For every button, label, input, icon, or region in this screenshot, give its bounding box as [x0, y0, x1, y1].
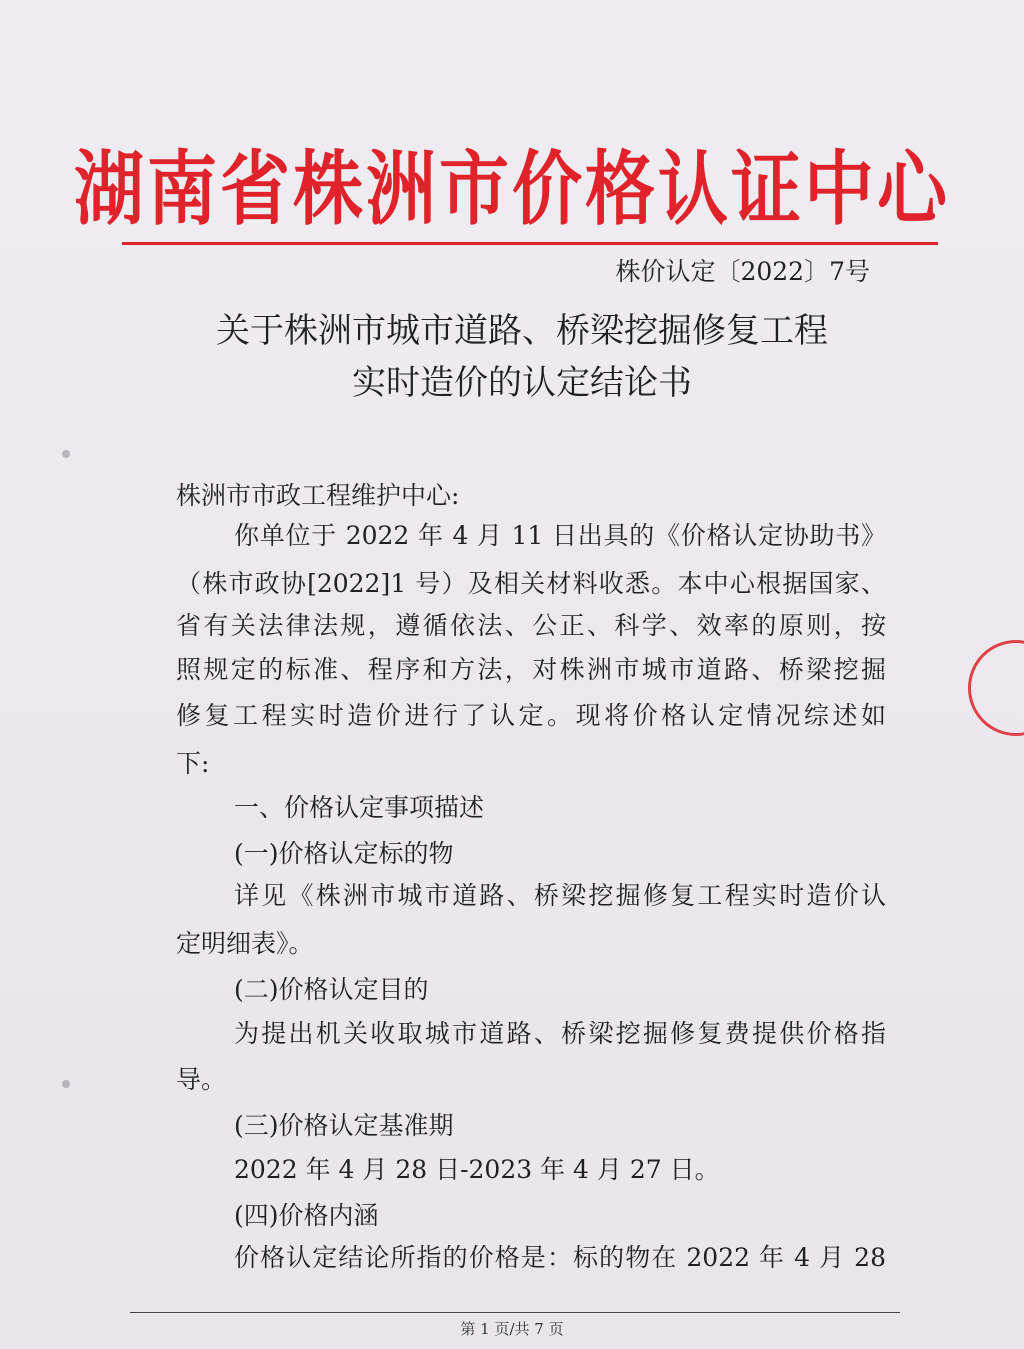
binding-hole-mark	[62, 450, 70, 458]
paragraph-line: 为提出机关收取城市道路、桥梁挖掘修复费提供价格指	[234, 1019, 886, 1048]
paragraph-line: 详见《株洲市城市道路、桥梁挖掘修复工程实时造价认	[234, 881, 886, 910]
intro-line: 下:	[176, 749, 210, 778]
page-number: 第 1 页/共 7 页	[460, 1320, 564, 1338]
paragraph-line: 价格认定结论所指的价格是：标的物在 2022 年 4 月 28	[234, 1243, 886, 1272]
intro-line: 省有关法律法规，遵循依法、公正、科学、效率的原则，按	[176, 611, 886, 640]
subsection-heading: (一)价格认定标的物	[234, 839, 454, 868]
paragraph-line: 2022 年 4 月 28 日-2023 年 4 月 27 日。	[234, 1155, 720, 1184]
document-title-line-1: 关于株洲市城市道路、桥梁挖掘修复工程	[216, 311, 828, 351]
intro-line: 修复工程实时造价进行了认定。现将价格认定情况综述如	[176, 701, 886, 730]
binding-hole-mark	[62, 1080, 70, 1088]
footer-rule	[130, 1312, 900, 1313]
intro-line: （株市政协[2022]1 号）及相关材料收悉。本中心根据国家、	[176, 569, 886, 598]
paragraph-line: 导。	[176, 1065, 227, 1094]
subsection-heading: (二)价格认定目的	[234, 975, 429, 1004]
seal-stamp-edge	[968, 640, 1024, 736]
paragraph-line: 定明细表》。	[176, 929, 314, 958]
document-number: 株价认定〔2022〕7号	[615, 257, 870, 286]
intro-line: 你单位于 2022 年 4 月 11 日出具的《价格认定协助书》	[234, 521, 886, 550]
subsection-heading: (三)价格认定基准期	[234, 1111, 454, 1140]
header-red-rule	[122, 242, 938, 245]
subsection-heading: (四)价格内涵	[234, 1201, 379, 1230]
intro-line: 照规定的标准、程序和方法，对株洲市城市道路、桥梁挖掘	[176, 655, 886, 684]
organization-header: 湖南省株洲市价格认证中心	[74, 141, 950, 237]
document-title-line-2: 实时造价的认定结论书	[352, 363, 692, 403]
addressee: 株洲市市政工程维护中心:	[176, 481, 460, 510]
section-heading: 一、价格认定事项描述	[234, 793, 485, 822]
